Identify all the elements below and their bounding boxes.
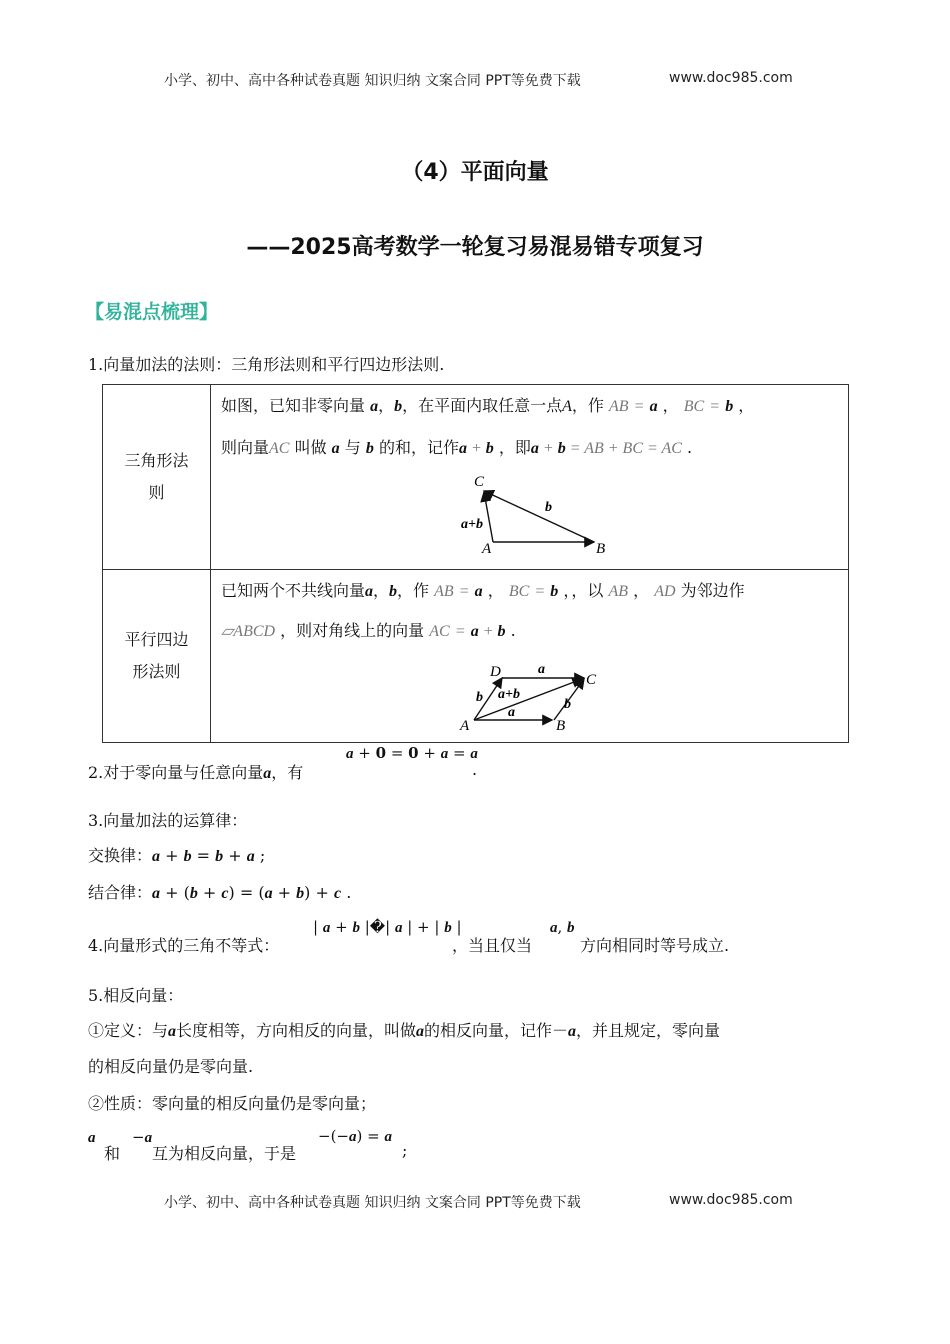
paragraph-4-label: 4.向量形式的三角不等式： xyxy=(88,936,280,955)
associative-law: 结合律：a + (b + c) = (a + b) + c . xyxy=(88,883,352,902)
period: . xyxy=(472,760,478,779)
table-row-parallelogram xyxy=(103,570,849,743)
triangle-line-2: 则向量AC 叫做 a 与 b 的和，记作a + b ，即a + b = AB + BC = AC . xyxy=(221,438,693,457)
paragraph-1: 1.向量加法的法则：三角形法则和平行四边形法则. xyxy=(88,355,445,374)
point-c-label: C xyxy=(474,474,485,490)
header-url[interactable]: www.doc985.com xyxy=(669,70,793,86)
opposite-vector-definition: ①定义：与a长度相等，方向相反的向量，叫做a的相反向量，记作－a，并且规定，零向量 xyxy=(88,1021,721,1040)
paragraph-5: 5.相反向量： xyxy=(88,986,184,1005)
triangle-rule-label xyxy=(103,385,211,570)
paragraph-4-end: 方向相同时等号成立. xyxy=(580,936,730,955)
vector-bc-arrow xyxy=(484,491,594,542)
semicolon: ; xyxy=(402,1141,408,1160)
label-line: 则 xyxy=(148,483,165,502)
point-a-label: A xyxy=(460,718,470,733)
vector-neg-a-symbol: −a xyxy=(132,1128,153,1146)
paragraph-2: 2.对于零向量与任意向量a，有 xyxy=(88,763,304,782)
opposite-vector-property: ②性质：零向量的相反向量仍是零向量； xyxy=(88,1094,377,1113)
parallelogram-diagram xyxy=(456,658,606,733)
triangle-diagram xyxy=(446,473,616,563)
point-d-label: D xyxy=(490,664,501,680)
opposite-vector-definition-cont: 的相反向量仍是零向量. xyxy=(88,1057,254,1076)
point-c-label: C xyxy=(586,672,597,688)
vector-b-label: b xyxy=(545,500,552,515)
zero-vector-formula: a + 0 = 0 + a = a xyxy=(346,744,478,762)
paragraph-4-condition: ，当且仅当 xyxy=(452,936,533,955)
vector-b-right-label: b xyxy=(564,697,571,712)
opposite-vectors-text: 互为相反向量，于是 xyxy=(152,1144,297,1163)
commutative-law: 交换律：a + b = b + a ; xyxy=(88,846,266,865)
parallelogram-line-2: ▱ABCD ，则对角线上的向量 AC = a + b . xyxy=(221,621,516,640)
point-a-label: A xyxy=(482,541,492,557)
vector-a-top-label: a xyxy=(538,662,545,677)
label-line: 平行四边 xyxy=(124,630,189,649)
point-b-label: B xyxy=(556,718,566,733)
footer-url[interactable]: www.doc985.com xyxy=(669,1192,793,1208)
vector-sum-label: a+b xyxy=(498,687,520,702)
point-b-label: B xyxy=(596,541,606,557)
section-heading: 【易混点梳理】 xyxy=(85,301,219,323)
vector-a-bottom-label: a xyxy=(508,705,515,720)
parallelogram-rule-label xyxy=(103,570,211,743)
vectors-ab: a, b xyxy=(550,918,575,936)
footer-text: 小学、初中、高中各种试卷真题 知识归纳 文案合同 PPT等免费下载 xyxy=(164,1195,581,1211)
parallelogram-rule-content xyxy=(211,570,849,743)
parallelogram-line-1: 已知两个不共线向量a，b，作 AB = a ， BC = b ，，以 AB ， AD 为邻边作 xyxy=(221,581,745,600)
vector-a-symbol: a xyxy=(88,1130,96,1146)
label-line: 形法则 xyxy=(132,662,181,681)
and-word: 和 xyxy=(104,1144,121,1163)
page-title: （4）平面向量 xyxy=(401,160,549,185)
vector-sum-label: a+b xyxy=(461,517,483,532)
double-negation-formula: −(−a) = a xyxy=(318,1127,392,1145)
header-text: 小学、初中、高中各种试卷真题 知识归纳 文案合同 PPT等免费下载 xyxy=(164,73,581,89)
table-row-triangle xyxy=(103,385,849,570)
paragraph-3: 3.向量加法的运算律： xyxy=(88,811,248,830)
triangle-line-1: 如图，已知非零向量 a，b，在平面内取任意一点A，作 AB = a ， BC = b ， xyxy=(221,396,755,415)
triangle-rule-content xyxy=(211,385,849,570)
label-line: 三角形法 xyxy=(124,451,189,470)
page-subtitle: ——2025高考数学一轮复习易混易错专项复习 xyxy=(246,235,704,260)
vector-b-left-label: b xyxy=(476,690,483,705)
vector-addition-rules-table xyxy=(102,384,849,743)
triangle-inequality-formula: | a + b |�| a | + | b | xyxy=(313,918,462,936)
vector-ac-arrow xyxy=(484,492,493,542)
